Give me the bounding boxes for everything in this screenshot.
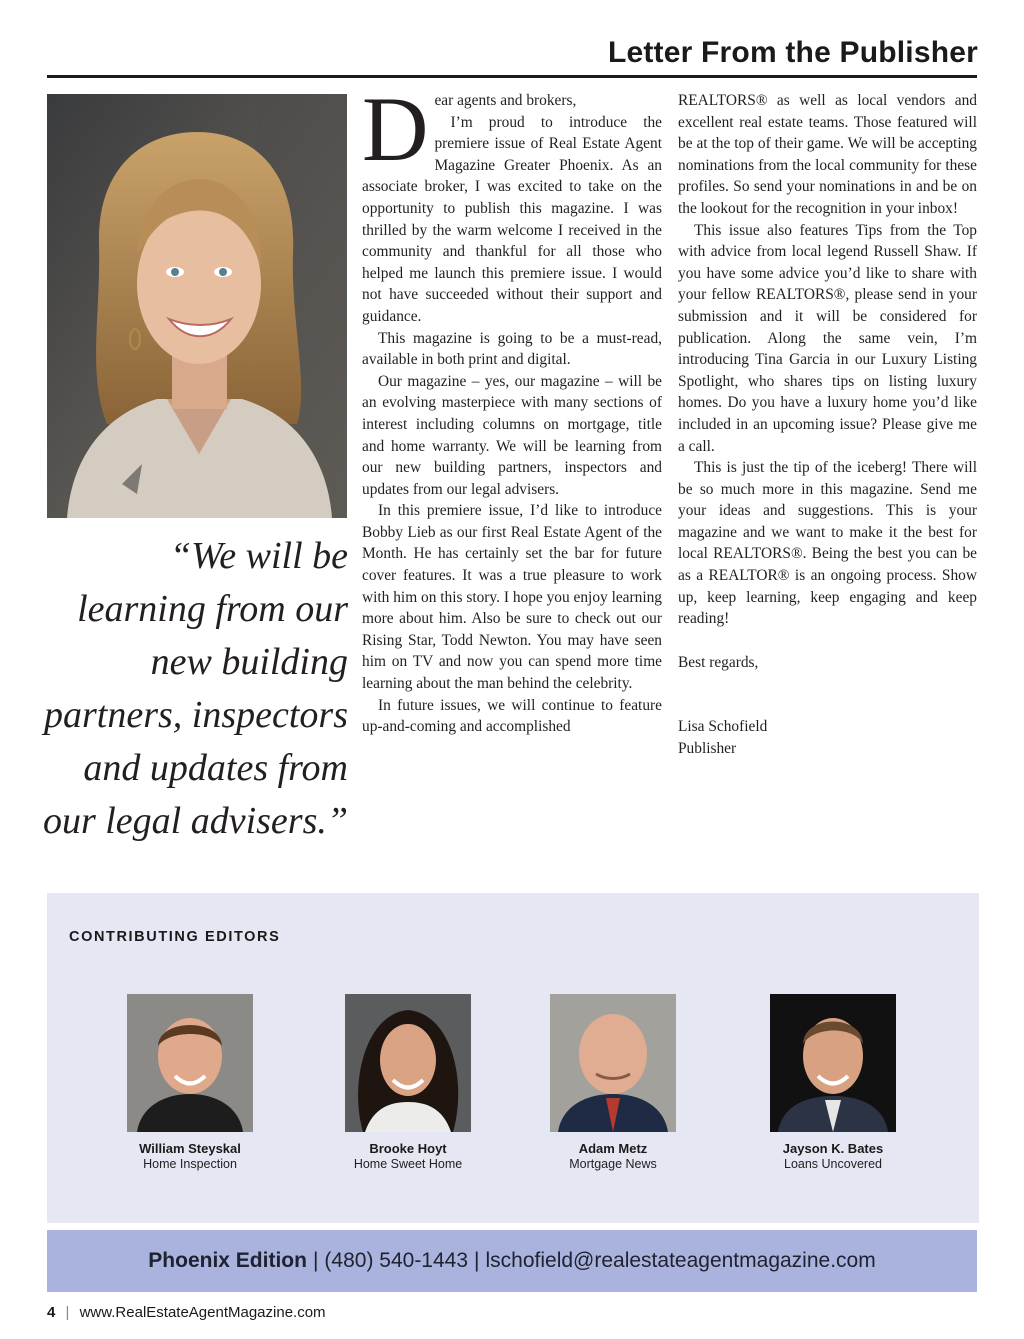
letter-paragraph: This issue also features Tips from the Top with advice from local legend Russell Shaw. If you have some advice you’d like to share with your fellow REALTORS®, please send in your submission and it will be considered for publication. Along the same vein, I’m introducing Tina Garcia in our Luxury Listing Spotlight, who shares tips on listing luxury homes. Do you have a luxury home you’d like included in an upcoming issue? Please give me a call. (678, 221, 977, 455)
contributing-editors-panel (47, 893, 979, 1223)
letter-column-2 (678, 90, 977, 760)
editor-name: Jayson K. Bates (782, 1141, 884, 1156)
contact-phone[interactable]: (480) 540-1443 (324, 1249, 469, 1272)
letter-paragraph: Our magazine – yes, our magazine – will be an evolving masterpiece with many sections of interest including columns on mortgage, title and home warranty. We will be learning from our new building partners, inspectors and updates from our legal advisers. (362, 372, 662, 498)
letter-column-1 (362, 78, 662, 738)
editor-section: Home Sweet Home (353, 1157, 463, 1171)
pull-quote: “We will be learning from our new building partners, inspectors and updates from our legal advisers.” (42, 535, 348, 842)
letter-paragraph: In future issues, we will continue to feature up-and-coming and accomplished (362, 696, 662, 736)
publisher-portrait (47, 94, 347, 518)
editor-section: Home Inspection (143, 1157, 237, 1171)
letter-paragraph: This magazine is going to be a must-read, available in both print and digital. (362, 329, 662, 369)
signature-title: Publisher (678, 740, 737, 758)
signature-name: Lisa Schofield (678, 718, 768, 736)
letter-paragraph: I’m proud to introduce the premiere issue of Real Estate Agent Magazine Greater Phoenix. As an associate broker, I was excited to take on the opportunity to publish this magazine. I was thrilled by the warm welcome I received in the community and thankful for all those who helped me launch this premiere issue. I would not have succeeded without their support and guidance. (362, 113, 662, 325)
website-link[interactable]: www.RealEstateAgentMagazine.com (79, 1304, 326, 1321)
edition-contact-bar (47, 1230, 977, 1292)
separator: | (312, 1249, 319, 1272)
page-title: Letter From the Publisher (607, 36, 978, 69)
editor-card (308, 994, 508, 1171)
editor-section: Mortgage News (569, 1157, 657, 1171)
editor-card (90, 994, 290, 1171)
letter-paragraph: This is just the tip of the iceberg! There will be so much more in this magazine. Send me your ideas and suggestions. This is your magazine and we want to make it the best for local REALTORS®. Being the best you can be as a REALTOR® is an ongoing process. Show up, keep learning, keep engaging and keep reading! (678, 459, 977, 628)
header-divider (47, 75, 977, 78)
separator: | (474, 1249, 480, 1272)
letter-salutation: ear agents and brokers, (434, 92, 577, 109)
editor-photo (770, 994, 896, 1132)
editor-card (513, 994, 713, 1171)
letter-closing: Best regards, (678, 653, 759, 671)
editor-card (733, 994, 933, 1171)
editor-section: Loans Uncovered (784, 1157, 882, 1171)
editors-heading: CONTRIBUTING EDITORS (69, 929, 281, 945)
drop-cap: D (362, 78, 429, 180)
letter-paragraph: REALTORS® as well as local vendors and excellent real estate teams. Those featured will be at the top of their game. We will be accepting nominations from the local community for these profiles. So send your nominations in and be on the lookout for the recognition in your inbox! (678, 92, 977, 217)
editor-photo (127, 994, 253, 1132)
editor-name: Adam Metz (578, 1141, 648, 1156)
editor-name: Brooke Hoyt (369, 1141, 447, 1156)
letter-paragraph: In this premiere issue, I’d like to introduce Bobby Lieb as our first Real Estate Agent of the Month. He has certainly set the bar for future cover features. It was a true pleasure to work with him on this story. I hope you enjoy learning more about him. Also be sure to check out our Rising Star, Todd Newton. You may have seen him on TV and now you can spend more time learning about the man behind the celebrity. (362, 502, 662, 693)
page-footer (47, 1304, 326, 1321)
contact-email[interactable]: lschofield@realestateagentmagazine.com (485, 1249, 876, 1272)
editor-name: William Steyskal (139, 1141, 241, 1156)
editor-photo (550, 994, 676, 1132)
edition-name: Phoenix Edition (148, 1249, 307, 1272)
separator: | (65, 1304, 70, 1321)
page-number: 4 (47, 1304, 56, 1321)
editor-photo (345, 994, 471, 1132)
